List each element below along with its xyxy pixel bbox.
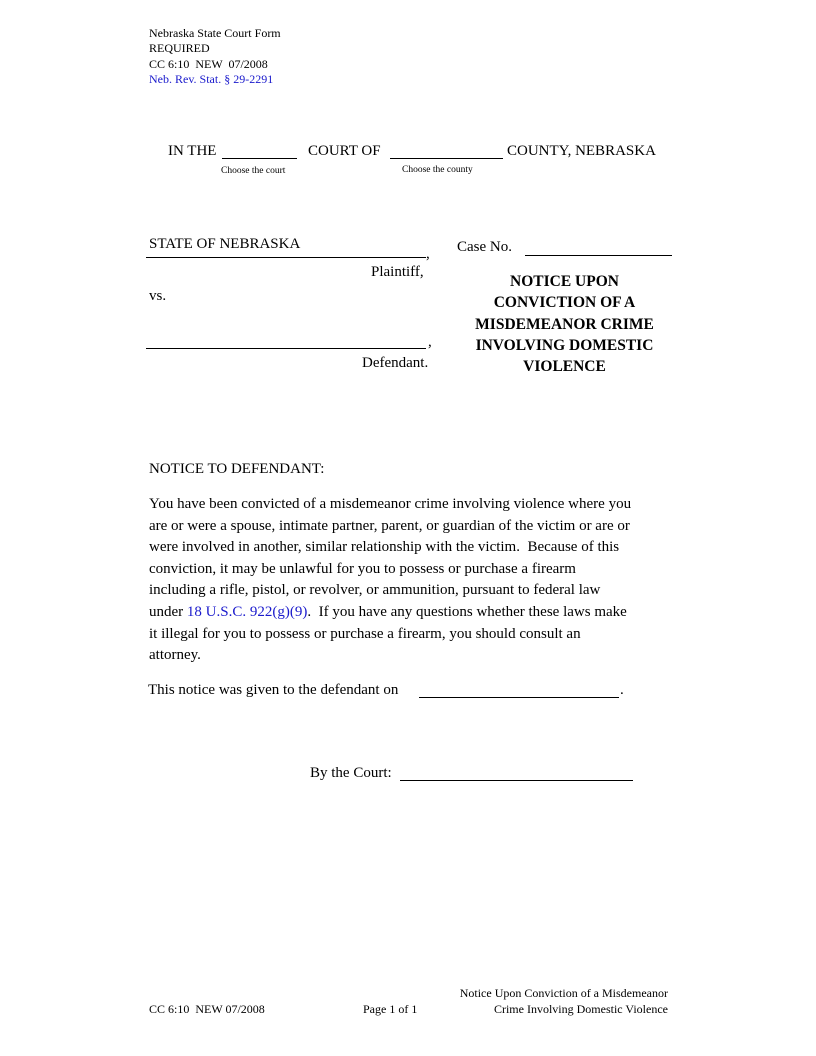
county-hint: Choose the county xyxy=(402,165,473,175)
defendant-label: Defendant. xyxy=(362,355,429,371)
notice-heading: NOTICE TO DEFENDANT: xyxy=(149,461,325,477)
defendant-comma: , xyxy=(428,334,432,350)
by-court-label: By the Court: xyxy=(310,765,392,781)
given-on-date-field[interactable] xyxy=(419,697,619,698)
body-line: it illegal for you to possess or purchase a firearm, you should consult an xyxy=(149,625,581,642)
court-hint: Choose the court xyxy=(221,166,286,176)
title-line: NOTICE UPON xyxy=(510,273,619,290)
court-field[interactable] xyxy=(222,158,297,159)
county-nebraska-label: COUNTY, NEBRASKA xyxy=(507,143,656,159)
plaintiff-label: Plaintiff, xyxy=(371,264,424,280)
county-field[interactable] xyxy=(390,158,503,159)
footer-form-code: CC 6:10 NEW 07/2008 xyxy=(149,1002,265,1016)
required-label: REQUIRED xyxy=(149,41,210,55)
notice-body xyxy=(149,494,631,667)
body-text: under xyxy=(149,603,187,620)
body-line xyxy=(149,602,631,624)
defendant-field[interactable] xyxy=(146,348,426,349)
footer-title-line1: Notice Upon Conviction of a Misdemeanor xyxy=(459,986,668,1000)
footer-title-line2: Crime Involving Domestic Violence xyxy=(493,1002,668,1016)
given-on-period: . xyxy=(620,682,624,698)
body-line: conviction, it may be unlawful for you to possess or purchase a firearm xyxy=(149,560,576,577)
body-line: You have been convicted of a misdemeanor crime involving violence where you xyxy=(149,496,632,512)
body-text: . If you have any questions whether these laws make xyxy=(307,603,627,620)
title-line: CONVICTION OF A xyxy=(493,294,636,312)
vs-label: vs. xyxy=(149,288,167,304)
plaintiff-comma: , xyxy=(426,246,430,262)
given-on-label: This notice was given to the defendant on xyxy=(148,682,399,698)
title-line: VIOLENCE xyxy=(523,358,606,376)
court-signature-field[interactable] xyxy=(400,780,633,781)
body-line: are or were a spouse, intimate partner, parent, or guardian of the victim or are or xyxy=(149,517,630,534)
statute-link[interactable]: Neb. Rev. Stat. § 29-2291 xyxy=(149,72,274,86)
plaintiff-line xyxy=(146,257,426,258)
usc-link[interactable]: 18 U.S.C. 922(g)(9) xyxy=(186,603,308,620)
title-line: INVOLVING DOMESTIC xyxy=(475,336,654,354)
case-no-field[interactable] xyxy=(525,255,672,256)
plaintiff-name: STATE OF NEBRASKA xyxy=(149,236,301,252)
footer-page-number: Page 1 of 1 xyxy=(363,1002,418,1016)
title-line: MISDEMEANOR CRIME xyxy=(475,315,654,333)
body-line: were involved in another, similar relationship with the victim. Because of this xyxy=(149,539,620,556)
case-no-label: Case No. xyxy=(457,239,512,255)
form-code: CC 6:10 NEW 07/2008 xyxy=(149,57,268,71)
body-line: attorney. xyxy=(149,647,201,664)
form-title xyxy=(452,271,677,377)
court-of-label: COURT OF xyxy=(308,143,381,159)
form-source: Nebraska State Court Form xyxy=(149,26,281,40)
in-the-label: IN THE xyxy=(168,143,217,159)
body-line: including a rifle, pistol, or revolver, or ammunition, pursuant to federal law xyxy=(149,582,601,599)
